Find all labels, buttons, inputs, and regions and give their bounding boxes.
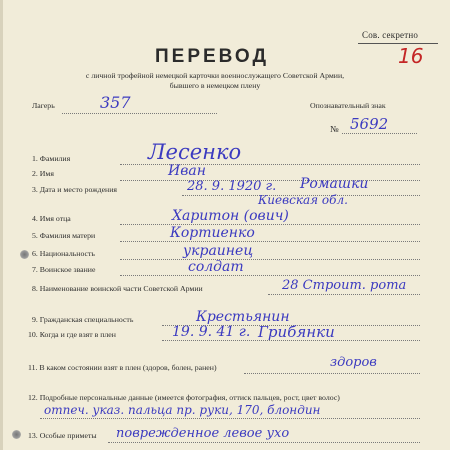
field-personal-label: 12. Подробные персональные данные (имеется фотография, оттиск пальцев, рост, цвет волос) <box>28 393 340 402</box>
field-profession-value: Крестьянин <box>196 309 290 325</box>
field-birth-label: 3. Дата и место рождения <box>32 185 117 194</box>
camp-label: Лагерь <box>32 101 55 110</box>
field-unit-label: 8. Наименование воинской части Советской Армии <box>32 284 203 293</box>
punch-hole <box>20 250 29 259</box>
field-surname-value: Лесенко <box>148 140 242 164</box>
sheet-number: 16 <box>398 44 424 68</box>
field-rank-line <box>120 275 420 276</box>
field-unit-line <box>268 294 420 295</box>
field-captured-date: 19. 9. 41 г. <box>172 324 251 340</box>
field-father-label: 4. Имя отца <box>32 214 71 223</box>
document-title: ПЕРЕВОД <box>155 46 269 67</box>
field-mother-value: Кортиенко <box>170 225 255 241</box>
field-rank-value: солдат <box>188 259 244 275</box>
field-condition-value: здоров <box>330 355 377 370</box>
field-nationality-value: украинец <box>183 243 254 259</box>
subtitle-line-1: с личной трофейной немецкой карточки военнослужащего Советской Армии, <box>85 71 345 80</box>
tag-line <box>342 133 417 134</box>
field-captured-place: Грибянки <box>258 323 335 341</box>
tag-value: 5692 <box>350 115 389 133</box>
camp-line <box>62 113 217 114</box>
field-marks-label: 13. Особые приметы <box>28 431 97 440</box>
field-mother-label: 5. Фамилия матери <box>32 231 96 240</box>
field-profession-label: 9. Гражданская специальность <box>32 315 134 324</box>
field-marks-value: поврежденное левое ухо <box>116 426 290 441</box>
field-condition-label: 11. В каком состоянии взят в плен (здоров, болен, ранен) <box>28 363 217 372</box>
field-personal-value: отпеч. указ. пальца пр. руки, 170, блондин <box>44 403 321 417</box>
tag-label: Опознавательный знак <box>310 101 386 110</box>
page-edge <box>0 0 3 450</box>
field-captured-label: 10. Когда и где взят в плен <box>28 330 116 339</box>
tag-prefix: № <box>330 124 339 134</box>
field-nationality-line <box>120 259 420 260</box>
field-name-label: 2. Имя <box>32 169 54 178</box>
subtitle-line-2: бывшего в немецком плену <box>169 81 261 90</box>
field-birth-region: Киевская обл. <box>258 193 348 207</box>
classification-stamp: Сов. секретно <box>362 30 419 40</box>
punch-hole <box>12 430 21 439</box>
field-mother-line <box>120 241 420 242</box>
field-rank-label: 7. Воинское звание <box>32 265 96 274</box>
field-marks-line <box>108 442 420 443</box>
field-birth-place: Ромашки <box>300 176 369 192</box>
field-surname-label: 1. Фамилия <box>32 154 71 163</box>
field-father-line <box>120 224 420 225</box>
document-subtitle <box>50 71 380 91</box>
field-unit-value: 28 Строит. рота <box>282 278 407 293</box>
field-birth-date: 28. 9. 1920 г. <box>187 179 277 194</box>
field-surname-line <box>120 164 420 165</box>
field-personal-line <box>40 418 420 419</box>
field-father-value: Харитон (ович) <box>172 208 289 224</box>
field-nationality-label: 6. Национальность <box>32 249 95 258</box>
field-name-value: Иван <box>168 163 206 179</box>
field-condition-line <box>244 373 420 374</box>
camp-value: 357 <box>100 93 131 112</box>
